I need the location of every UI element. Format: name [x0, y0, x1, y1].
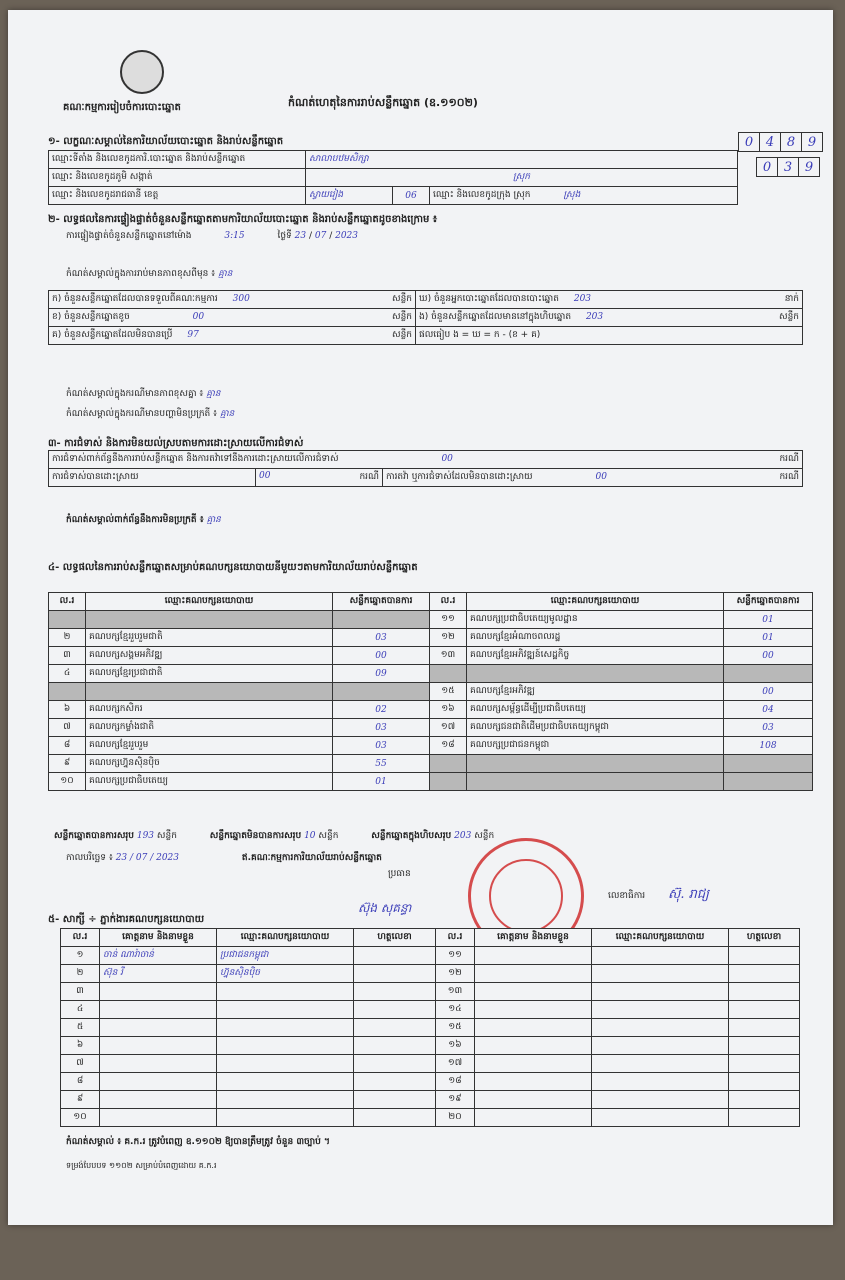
party-name: គណបក្សខ្មែររួបរួមជាតិ: [86, 629, 333, 647]
irregular-line: [66, 514, 221, 527]
party-name: គណបក្សកម្លាំងជាតិ: [86, 719, 333, 737]
document-sheet: [8, 10, 833, 1225]
witness-party: ហ្វ៊ុនស៊ិនប៉ិច: [217, 965, 354, 983]
party-no: [430, 665, 467, 683]
code-digit: 3: [778, 158, 799, 177]
witness-party: [217, 1109, 354, 1127]
vote-count: 02: [333, 701, 430, 719]
witness-party: [592, 947, 729, 965]
total-all-value: 203: [454, 831, 472, 841]
row-e-value: 203: [585, 312, 604, 322]
party-no: ៦: [49, 701, 86, 719]
total-valid-label: សន្លឹកឆ្នោតបានការសរុប: [54, 831, 134, 841]
witness-no: ១៤: [436, 1001, 475, 1019]
witness-name: [100, 1073, 217, 1091]
note2-label: កំណត់សម្គាល់ក្នុងករណីមានបញ្ហាមិនប្រក្រតី ៖: [66, 409, 218, 419]
witness-no: ៧: [61, 1055, 100, 1073]
section4-title: ៤- លទ្ធផលនៃការរាប់សន្លឹកឆ្នោតសម្រាប់គណបក្សនយោបាយនីមួយៗតាមការិយាល័យរាប់សន្លឹកឆ្នោត: [48, 562, 418, 573]
resolved-cell: [256, 469, 383, 487]
witness-name: [475, 1001, 592, 1019]
witness-signature: [354, 965, 436, 983]
witness-party: [217, 983, 354, 1001]
witness-no: ៥: [61, 1019, 100, 1037]
vote-count: [333, 611, 430, 629]
section3-title: ៣- ការជំទាស់ និងការមិនយល់ស្របតាមការដោះស្រាយលើការជំទាស់: [48, 438, 304, 449]
time-value: 3:15: [224, 231, 245, 241]
col-name: គោត្តនាម និងនាមខ្លួន: [475, 929, 592, 947]
witness-party: [592, 1019, 729, 1037]
code-digit: 0: [739, 133, 760, 152]
chair-label: ប្រធាន: [388, 869, 411, 879]
page-title: កំណត់ហេតុនៃការរាប់សន្លឹកឆ្នោត (ឧ.១១០២): [288, 96, 478, 109]
resolved-unit: ករណី: [359, 472, 379, 482]
unresolved-unit: ករណី: [779, 472, 799, 482]
witness-row: [61, 1091, 800, 1109]
date-label: ថ្ងៃទី: [277, 231, 292, 241]
vote-count: 108: [724, 737, 813, 755]
code-digit: 0: [757, 158, 778, 177]
party-no: ៨: [49, 737, 86, 755]
party-name: គណបក្សប្រជាធិបតេយ្យ: [86, 773, 333, 791]
witness-signature: [354, 1037, 436, 1055]
witness-table: [60, 928, 800, 1127]
witness-no: ១០: [61, 1109, 100, 1127]
vote-count: 00: [724, 683, 813, 701]
total-all-unit: សន្លឹក: [474, 831, 495, 841]
witness-signature: [729, 1109, 800, 1127]
witness-name: ស៊ុន រី: [100, 965, 217, 983]
witness-signature: [729, 1055, 800, 1073]
witness-name: [100, 1091, 217, 1109]
witness-party: [217, 1019, 354, 1037]
party-name: គណបក្សខ្មែរអភិវឌ្ឍន៍សេដ្ឋកិច្ច: [467, 647, 724, 665]
count-line: [66, 268, 232, 281]
col-no: ល.រ: [61, 929, 100, 947]
witness-signature: [354, 1109, 436, 1127]
commune-value: ស្រុក: [306, 169, 738, 187]
witness-name: [475, 1019, 592, 1037]
note1-value: គ្មាន: [206, 389, 221, 399]
witness-party: [592, 965, 729, 983]
witness-party: [217, 1001, 354, 1019]
chair-signature: ស៊ុង សុគន្ធា: [358, 901, 412, 915]
party-no: ១៣: [430, 647, 467, 665]
party-name: គណបក្សខ្មែររួបរួម: [86, 737, 333, 755]
witness-party: [592, 983, 729, 1001]
party-no: [430, 773, 467, 791]
vote-count: 03: [333, 719, 430, 737]
col-votes: សន្លឹកឆ្នោតបានការ: [333, 593, 430, 611]
section1-title: ១- លក្ខណៈសម្គាល់នៃការិយាល័យបោះឆ្នោត និងរាប់សន្លឹកឆ្នោត: [48, 136, 284, 147]
secretary-label: លេខាធិការ: [608, 891, 646, 901]
party-name: គណបក្សខ្មែរអំណាចពលរដ្ឋ: [467, 629, 724, 647]
col-no: ល.រ: [49, 593, 86, 611]
vote-row: [49, 611, 813, 629]
nec-logo-icon: [120, 50, 164, 94]
votes-table: [48, 592, 813, 791]
witness-no: ៤: [61, 1001, 100, 1019]
witness-row: [61, 1037, 800, 1055]
vote-count: 03: [724, 719, 813, 737]
vote-count: [724, 665, 813, 683]
count-label: កំណត់សម្គាល់ក្នុងការរាប់មានភាពខុសពីមុន ៖: [66, 269, 216, 279]
witness-no: ១២: [436, 965, 475, 983]
day-value: 23: [294, 231, 307, 241]
total-invalid-unit: សន្លឹក: [318, 831, 339, 841]
unresolved-label: ការតវ៉ា ឬការជំទាស់ដែលមិនបានដោះស្រាយ: [386, 472, 533, 482]
row-c-label: គ) ចំនួនសន្លឹកឆ្នោតដែលមិនបានប្រើ: [52, 330, 173, 340]
row-c-value: 97: [187, 330, 199, 340]
witness-party: [217, 1091, 354, 1109]
party-name: គណបក្សហ្វ៊ុនស៊ិនប៉ិច: [86, 755, 333, 773]
witness-no: ១៦: [436, 1037, 475, 1055]
witness-name: [475, 1091, 592, 1109]
row-b: [49, 309, 416, 327]
witness-no: ២: [61, 965, 100, 983]
row-a-unit: សន្លឹក: [392, 294, 412, 304]
objection-value: 00: [441, 454, 453, 464]
witness-row: [61, 1001, 800, 1019]
code-digit: 9: [799, 158, 820, 177]
sign-date-value: 23 / 07 / 2023: [115, 853, 180, 863]
time-line: ការផ្ទៀងផ្ទាត់ចំនួនសន្លឹកឆ្នោតនៅម៉ោង 3:15 ថ្ងៃទី 23 / 07 / 2023: [66, 231, 358, 241]
witness-signature: [729, 947, 800, 965]
objection-label: ការជំទាស់ពាក់ព័ន្ធនឹងការរាប់សន្លឹកឆ្នោត និងការតវ៉ាទៅនឹងការដោះស្រាយលើការជំទាស់: [52, 454, 339, 464]
party-no: ៩: [49, 755, 86, 773]
row-e-label: ង) ចំនួនសន្លឹកឆ្នោតដែលមាននៅក្នុងហិបឆ្នោត: [419, 312, 572, 322]
witness-name: [475, 1055, 592, 1073]
vote-count: 03: [333, 629, 430, 647]
row-d-value: 203: [573, 294, 592, 304]
org-name: គណៈកម្មការរៀបចំការបោះឆ្នោត: [63, 102, 181, 113]
witness-party: [592, 1001, 729, 1019]
witness-signature: [729, 1073, 800, 1091]
irregular-value: គ្មាន: [206, 515, 221, 525]
witness-row: [61, 1109, 800, 1127]
witness-party: [217, 1037, 354, 1055]
row-a: [49, 291, 416, 309]
time-label: ការផ្ទៀងផ្ទាត់ចំនួនសន្លឹកឆ្នោតនៅម៉ោង: [66, 231, 192, 241]
party-name: គណបក្សខ្មែរប្រជាជាតិ: [86, 665, 333, 683]
vote-row: [49, 629, 813, 647]
province-label: ឈ្មោះ និងលេខកូដរាជធានី ខេត្ត: [49, 187, 306, 205]
witness-signature: [729, 1091, 800, 1109]
total-valid-value: 193: [136, 831, 155, 841]
party-no: ១១: [430, 611, 467, 629]
witness-signature: [729, 965, 800, 983]
witness-no: ៦: [61, 1037, 100, 1055]
col-sign: ហត្ថលេខា: [354, 929, 436, 947]
section5-title: ៥- សាក្សី ÷ ភ្នាក់ងារគណបក្សនយោបាយ: [48, 914, 205, 925]
row-b-label: ខ) ចំនួនសន្លឹកឆ្នោតខូច: [52, 312, 130, 322]
col-votes: សន្លឹកឆ្នោតបានការ: [724, 593, 813, 611]
witness-no: ៨: [61, 1073, 100, 1091]
witness-name: [100, 1037, 217, 1055]
witness-no: ៩: [61, 1091, 100, 1109]
witness-signature: [354, 1019, 436, 1037]
party-no: ១២: [430, 629, 467, 647]
witness-party: [592, 1037, 729, 1055]
vote-row: [49, 647, 813, 665]
note2-line: [66, 408, 234, 421]
witness-name: [100, 1055, 217, 1073]
witness-name: [475, 965, 592, 983]
witness-name: [475, 1073, 592, 1091]
commune-code-box: [756, 157, 820, 177]
witness-no: ១១: [436, 947, 475, 965]
party-name: គណបក្សប្រជាធិបតេយ្យមូលដ្ឋាន: [467, 611, 724, 629]
witness-row: [61, 983, 800, 1001]
unresolved-cell: [383, 469, 803, 487]
vote-row: [49, 737, 813, 755]
party-no: ១០: [49, 773, 86, 791]
vote-row: [49, 719, 813, 737]
col-no: ល.រ: [430, 593, 467, 611]
unresolved-value: 00: [595, 472, 607, 482]
witness-row: [61, 1073, 800, 1091]
witness-row: [61, 1019, 800, 1037]
province-value: ស្វាយរៀង: [306, 187, 393, 205]
footnote: កំណត់សម្គាល់ ៖ គ.ក.រ ត្រូវបំពេញ ឧ.១១០២ ឱ្យបានត្រឹមត្រូវ ចំនួន ៣ច្បាប់ ។: [66, 1137, 330, 1147]
witness-party: ប្រជាជនកម្ពុជា: [217, 947, 354, 965]
party-no: ២: [49, 629, 86, 647]
row-d: [416, 291, 803, 309]
witness-party: [592, 1073, 729, 1091]
witness-signature: [729, 1037, 800, 1055]
party-name: [467, 665, 724, 683]
station-code-box: [738, 132, 823, 152]
section2-title: ២- លទ្ធផលនៃការផ្ទៀងផ្ទាត់ចំនួនសន្លឹកឆ្នោតតាមការិយាល័យបោះឆ្នោត និងរាប់សន្លឹកឆ្នោតដូចខាងក្រោម ៖: [48, 214, 438, 225]
note1-line: [66, 388, 221, 401]
vote-count: 55: [333, 755, 430, 773]
row-e: [416, 309, 803, 327]
vote-count: [724, 755, 813, 773]
vote-row: [49, 755, 813, 773]
year-value: 2023: [335, 231, 358, 241]
witness-party: [217, 1055, 354, 1073]
witness-signature: [354, 947, 436, 965]
row-d-unit: នាក់: [784, 294, 799, 304]
note1-label: កំណត់សម្គាល់ក្នុងករណីមានភាពខុសគ្នា ៖: [66, 389, 204, 399]
vote-count: [724, 773, 813, 791]
col-party: ឈ្មោះគណបក្សនយោបាយ: [217, 929, 354, 947]
col-party: ឈ្មោះគណបក្សនយោបាយ: [467, 593, 724, 611]
witness-signature: [354, 983, 436, 1001]
witness-name: [100, 1109, 217, 1127]
col-party: ឈ្មោះគណបក្សនយោបាយ: [86, 593, 333, 611]
witness-signature: [354, 1001, 436, 1019]
party-name: គណបក្សសម្ព័ន្ធដើម្បីប្រជាធិបតេយ្យ: [467, 701, 724, 719]
province-code: 06: [393, 187, 430, 205]
witness-no: ១៧: [436, 1055, 475, 1073]
total-valid-unit: សន្លឹក: [156, 831, 177, 841]
station-label: ឈ្មោះទីតាំង និងលេខកូដការិ.បោះឆ្នោត និងរាប់សន្លឹកឆ្នោត: [49, 151, 306, 169]
party-no: ១៥: [430, 683, 467, 701]
code-digit: 8: [781, 133, 802, 152]
row-e-unit: សន្លឹក: [779, 312, 799, 322]
witness-row: [61, 947, 800, 965]
district-value: ស្រុង: [563, 190, 581, 200]
vote-count: 00: [333, 647, 430, 665]
col-sign: ហត្ថលេខា: [729, 929, 800, 947]
party-no: ១៦: [430, 701, 467, 719]
station-value: សាលាបឋមសិក្សា: [306, 151, 738, 169]
party-name: គណបក្សសង្គមអភិវឌ្ឍ: [86, 647, 333, 665]
count-value: គ្មាន: [218, 269, 233, 279]
party-name: [86, 611, 333, 629]
total-all-label: សន្លឹកឆ្នោតក្នុងហិបសរុប: [371, 831, 452, 841]
vote-count: 01: [724, 611, 813, 629]
party-no: ១៨: [430, 737, 467, 755]
irregular-label: កំណត់សម្គាល់ពាក់ព័ន្ធនឹងការមិនប្រក្រតី ៖: [66, 515, 204, 525]
objection-unit: ករណី: [779, 454, 799, 464]
vote-count: 04: [724, 701, 813, 719]
form-footer: ទម្រង់បែបបទ ១១០២ សម្រាប់បំពេញដោយ គ.ក.រ: [66, 1161, 217, 1170]
witness-party: [592, 1109, 729, 1127]
party-name: គណបក្សខ្មែរអភិវឌ្ឍ: [467, 683, 724, 701]
party-no: ១៧: [430, 719, 467, 737]
party-name: គណបក្សជនជាតិដើមប្រជាធិបតេយ្យកម្ពុជា: [467, 719, 724, 737]
witness-no: ១៨: [436, 1073, 475, 1091]
vote-count: 01: [724, 629, 813, 647]
resolved-value: 00: [259, 471, 271, 481]
col-party: ឈ្មោះគណបក្សនយោបាយ: [592, 929, 729, 947]
witness-name: [475, 1037, 592, 1055]
witness-no: ១៩: [436, 1091, 475, 1109]
witness-name: [475, 1109, 592, 1127]
row-b-value: 00: [192, 312, 205, 322]
district-label: ឈ្មោះ និងលេខកូដក្រុង ស្រុក: [433, 190, 531, 200]
note2-value: គ្មាន: [219, 409, 235, 419]
totals-line: [54, 830, 494, 843]
witness-name: ចាន់ ណារ៉ាចាន់: [100, 947, 217, 965]
vote-row: [49, 701, 813, 719]
witness-no: ៣: [61, 983, 100, 1001]
vote-count: 09: [333, 665, 430, 683]
witness-name: [100, 1019, 217, 1037]
ballot-count-table: [48, 290, 803, 345]
vote-count: 00: [724, 647, 813, 665]
row-c: [49, 327, 416, 345]
col-no: ល.រ: [436, 929, 475, 947]
party-no: [430, 755, 467, 773]
witness-signature: [729, 1019, 800, 1037]
date-line: [66, 852, 382, 865]
total-invalid-label: សន្លឹកឆ្នោតមិនបានការសរុប: [209, 831, 302, 841]
month-value: 07: [314, 231, 327, 241]
row-formula: ផលធៀប ង = ឃ = ក - (ខ + គ): [416, 327, 803, 345]
party-name: [467, 755, 724, 773]
vote-row: [49, 665, 813, 683]
row-a-label: ក) ចំនួនសន្លឹកឆ្នោតដែលបានទទួលពីគណៈកម្មការ: [52, 294, 218, 304]
code-digit: 4: [760, 133, 781, 152]
row-b-unit: សន្លឹក: [392, 312, 412, 322]
sign-date-label: កាលបរិច្ឆេទ ៖: [66, 853, 113, 863]
witness-party: [592, 1055, 729, 1073]
party-no: [49, 611, 86, 629]
col-name: គោត្តនាម និងនាមខ្លួន: [100, 929, 217, 947]
party-name: គណបក្សប្រជាជនកម្ពុជា: [467, 737, 724, 755]
witness-signature: [354, 1073, 436, 1091]
party-no: ៣: [49, 647, 86, 665]
witness-signature: [729, 1001, 800, 1019]
witness-signature: [729, 983, 800, 1001]
witness-no: ១៣: [436, 983, 475, 1001]
witness-row: [61, 965, 800, 983]
district-cell: [430, 187, 738, 205]
secretary-line: [608, 886, 709, 905]
witness-name: [100, 1001, 217, 1019]
commune-label: ឈ្មោះ និងលេខកូដភូមិ សង្កាត់: [49, 169, 306, 187]
row-d-label: ឃ) ចំនួនអ្នកបោះឆ្នោតដែលបានបោះឆ្នោត: [419, 294, 559, 304]
witness-name: [475, 947, 592, 965]
vote-count: 01: [333, 773, 430, 791]
committee-label: ឥ.គណៈកម្មការការិយាល័យរាប់សន្លឹកឆ្នោត: [241, 853, 382, 863]
witness-no: ១៥: [436, 1019, 475, 1037]
row-a-value: 300: [232, 294, 250, 304]
witness-name: [475, 983, 592, 1001]
witness-party: [592, 1091, 729, 1109]
witness-row: [61, 1055, 800, 1073]
objection-row1: [49, 451, 803, 469]
party-no: ៤: [49, 665, 86, 683]
secretary-signature: ស៊ុ. រាជ្យ: [668, 887, 710, 902]
total-invalid-value: 10: [304, 831, 316, 841]
vote-count: [333, 683, 430, 701]
vote-row: [49, 773, 813, 791]
section1-table: [48, 150, 738, 205]
witness-no: ២០: [436, 1109, 475, 1127]
vote-row: [49, 683, 813, 701]
witness-party: [217, 1073, 354, 1091]
witness-signature: [354, 1091, 436, 1109]
row-c-unit: សន្លឹក: [392, 330, 412, 340]
party-name: គណបក្សកសិករ: [86, 701, 333, 719]
party-name: [467, 773, 724, 791]
witness-name: [100, 983, 217, 1001]
party-no: ៧: [49, 719, 86, 737]
party-no: [49, 683, 86, 701]
party-name: [86, 683, 333, 701]
witness-no: ១: [61, 947, 100, 965]
resolved-label: ការជំទាស់បានដោះស្រាយ: [49, 469, 256, 487]
code-digit: 9: [802, 133, 823, 152]
vote-count: 03: [333, 737, 430, 755]
witness-signature: [354, 1055, 436, 1073]
objection-table: [48, 450, 803, 487]
